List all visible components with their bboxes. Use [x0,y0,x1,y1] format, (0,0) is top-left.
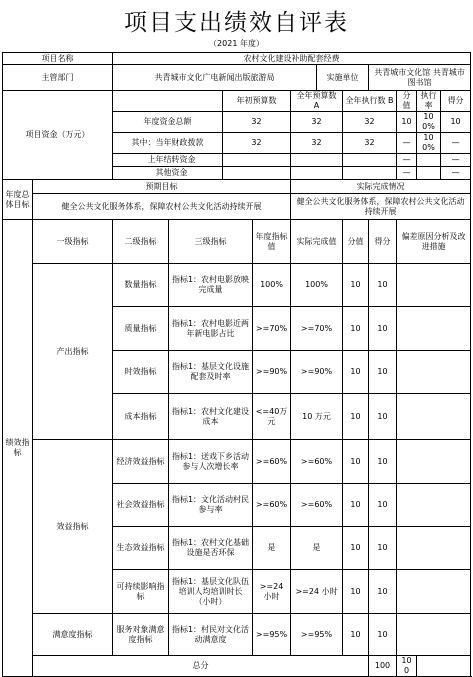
fund-cell: — [397,167,417,180]
fund-cell [291,154,343,167]
project-name-label: 项目名称 [3,53,113,65]
goals-actual-header: 实际完成情况 [291,180,471,194]
indicator-header-level2: 二级指标 [113,220,169,264]
fund-cell: — [397,133,417,154]
indicator-level1: 满意度指标 [33,614,113,656]
evaluation-table-full [2,52,471,677]
row-indicator-header [3,220,471,264]
indicator-score: 10 [343,614,369,656]
goals-actual: 健全公共文化服务体系，保障农村公共文化活动持续开展 [291,194,471,220]
indicator-level2: 服务对象满意度指标 [113,614,169,656]
row-total [3,656,471,677]
row-fund-header [3,91,471,112]
indicator-level3: 指标1：基层文化队伍培训人均培训时长（小时） [169,570,253,614]
fund-cell: 32 [343,112,397,133]
implementer-label: 实施单位 [317,65,369,91]
fund-cell: 10 [397,112,417,133]
indicator-actual: 100% [291,264,343,307]
fund-header-executed: 全年执行数 B [343,91,397,112]
page-title: 项目支出绩效自评表 [124,10,349,36]
fund-cell: — [397,154,417,167]
indicator-level2: 生态效益指标 [113,527,169,570]
indicator-actual: >=95% [291,614,343,656]
indicator-target: >=24 小时 [253,570,291,614]
indicator-level1: 效益指标 [33,440,113,614]
fund-cell: 100% [417,112,441,133]
fund-cell: — [441,154,471,167]
indicator-score: 10 [343,570,369,614]
indicator-level2: 可持续影响指标 [113,570,169,614]
project-name-value: 农村文化建设补助配套经费 [113,53,471,65]
indicator-got: 10 [369,527,397,570]
department-value: 共青城市文化广电新闻出版旅游局 [113,65,317,91]
department-label: 主管部门 [3,65,113,91]
indicator-target: 是 [253,527,291,570]
indicator-actual: 10 万元 [291,394,343,440]
indicator-actual: >=90% [291,351,343,394]
indicator-header-level1: 一级指标 [33,220,113,264]
fund-row-label: 年度资金总额 [113,112,223,133]
indicator-actual: >=60% [291,484,343,527]
indicator-level3: 指标1：农村电影放映完成量 [169,264,253,307]
indicator-level2: 时效指标 [113,351,169,394]
indicator-level1: 产出指标 [33,264,113,440]
row-goals-header [3,180,471,194]
indicator-header-note: 偏差原因分析及改进措施 [397,220,471,264]
indicator-header-got: 得分 [369,220,397,264]
fund-header-blank [113,91,223,112]
fund-cell [291,167,343,180]
indicator-got: 10 [369,394,397,440]
indicator-actual: >=24 小时 [291,570,343,614]
fund-cell: — [441,167,471,180]
total-label: 总分 [33,656,369,677]
fund-header-budget: 全年预算数 A [291,91,343,112]
indicator-got: 10 [369,484,397,527]
fund-header-rate: 执行率 [417,91,441,112]
fund-header-score: 得分 [441,91,471,112]
indicator-note [397,527,471,570]
row-department [3,65,471,91]
fund-row-label: 其中：当年财政拨款 [113,133,223,154]
goals-expected-header: 预期目标 [33,180,291,194]
indicator-score: 10 [343,527,369,570]
goals-label: 年度总体目标 [3,180,33,220]
fund-cell [417,154,441,167]
indicator-header-actual: 实际完成值 [291,220,343,264]
indicator-level3: 指标1：农村文化基础设施是否环保 [169,527,253,570]
indicator-actual: 是 [291,527,343,570]
indicator-note [397,394,471,440]
indicator-got: 10 [369,570,397,614]
total-score: 100 [369,656,397,677]
fund-cell: 32 [223,133,291,154]
indicator-target: <=40万元 [253,394,291,440]
indicator-actual: >=60% [291,440,343,484]
indicator-level3: 指标1：基层文化设施配套及时率 [169,351,253,394]
fund-cell: 32 [223,112,291,133]
indicator-level2: 社会效益指标 [113,484,169,527]
indicator-level3: 指标1：村民对文化活动满意度 [169,614,253,656]
indicator-note [397,614,471,656]
fund-cell: 100% [417,133,441,154]
goals-expected: 健全公共文化服务体系，保障农村公共文化活动持续开展 [33,194,291,220]
indicator-side-label: 绩效指标 [3,220,33,677]
indicator-row [3,614,471,656]
row-goals-content [3,194,471,220]
fund-label: 项目资金（万元） [3,91,113,180]
indicator-target: 100% [253,264,291,307]
indicator-actual: >=70% [291,307,343,351]
fund-row-label: 上年结转资金 [113,154,223,167]
indicator-note [397,440,471,484]
indicator-header-target: 年度指标值 [253,220,291,264]
indicator-score: 10 [343,351,369,394]
indicator-target: >=95% [253,614,291,656]
indicator-header-score: 分值 [343,220,369,264]
fund-cell: 10 [441,112,471,133]
fund-cell [343,154,397,167]
fund-header-initial: 年初预算数 [223,91,291,112]
indicator-got: 10 [369,440,397,484]
indicator-level3: 指标1：文化活动村民参与率 [169,484,253,527]
fund-row-label: 其他资金 [113,167,223,180]
total-got: 100 [397,656,417,677]
indicator-target: >=60% [253,440,291,484]
indicator-level3: 指标1：农村文化建设成本 [169,394,253,440]
indicator-row [3,440,471,484]
indicator-note [397,484,471,527]
indicator-got: 10 [369,307,397,351]
fund-header-points: 分值 [397,91,417,112]
indicator-target: >=70% [253,307,291,351]
indicator-got: 10 [369,351,397,394]
indicator-score: 10 [343,264,369,307]
indicator-score: 10 [343,307,369,351]
indicator-level3: 指标1：农村电影近两年新电影占比 [169,307,253,351]
indicator-score: 10 [343,394,369,440]
indicator-row [3,264,471,307]
indicator-level2: 经济效益指标 [113,440,169,484]
fund-cell [223,154,291,167]
total-note [417,656,471,677]
indicator-note [397,570,471,614]
indicator-level2: 质量指标 [113,307,169,351]
indicator-got: 10 [369,264,397,307]
row-project-name [3,53,471,65]
fund-cell: — [441,133,471,154]
indicator-score: 10 [343,440,369,484]
indicator-level3: 指标1：送戏下乡活动参与人次增长率 [169,440,253,484]
indicator-score: 10 [343,484,369,527]
fund-cell: 32 [343,133,397,154]
indicator-level2: 成本指标 [113,394,169,440]
report-year: （2021 年度） [209,39,264,48]
indicator-target: >=60% [253,484,291,527]
indicator-level2: 数量指标 [113,264,169,307]
fund-cell [343,167,397,180]
indicator-got: 10 [369,614,397,656]
fund-cell [417,167,441,180]
implementer-value: 共青城市文化馆 共青城市图书馆 [369,65,471,91]
indicator-target: >=90% [253,351,291,394]
indicator-header-level3: 三级指标 [169,220,253,264]
fund-cell: 32 [291,133,343,154]
fund-cell: 32 [291,112,343,133]
fund-cell [223,167,291,180]
indicator-note [397,307,471,351]
indicator-note [397,351,471,394]
indicator-note [397,264,471,307]
